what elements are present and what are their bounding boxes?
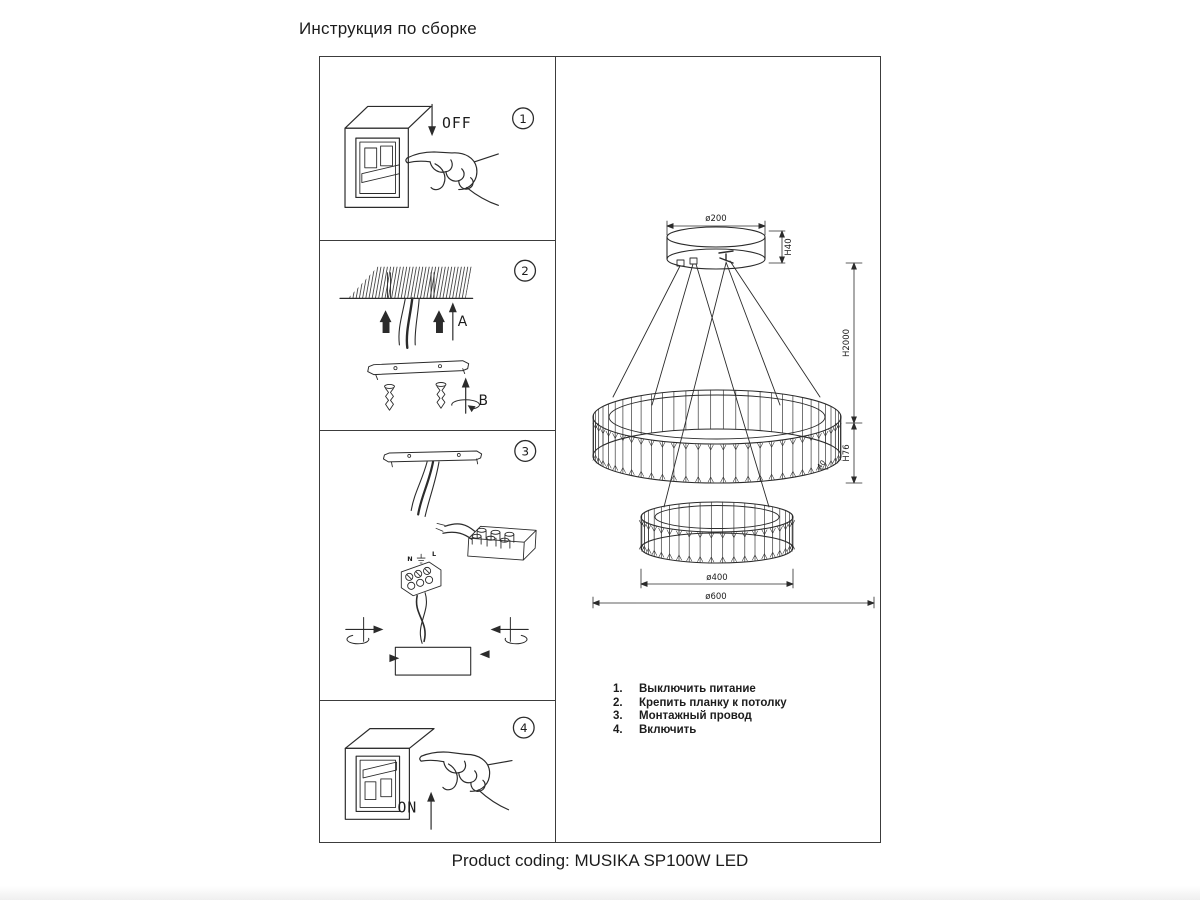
arrow-a-label: A: [457, 314, 468, 331]
svg-text:3: 3: [521, 444, 530, 459]
svg-text:1: 1: [519, 111, 527, 126]
down-arrow-icon: [428, 104, 436, 136]
step-number-badge: [515, 441, 536, 462]
product-coding: Product coding: MUSIKA SP100W LED: [451, 851, 749, 870]
breaker-box-icon: [345, 106, 431, 207]
on-label: ON: [397, 799, 418, 817]
step-number-badge: [513, 108, 534, 129]
suspension-cables: [613, 261, 820, 507]
steps-column: [320, 57, 556, 842]
bottom-shadow: [0, 886, 1200, 900]
rotation-arrow-icon: [346, 618, 400, 663]
dimension-ring-height: [842, 423, 862, 483]
assembly-step: [613, 724, 787, 738]
up-arrow-icon: [427, 792, 435, 829]
panel-step4: [320, 701, 555, 843]
off-label: OFF: [441, 115, 472, 133]
breaker-box-icon: [345, 729, 434, 820]
step4-drawing: [320, 701, 554, 841]
step-text: Включить: [639, 723, 697, 736]
svg-text:2: 2: [521, 264, 529, 279]
step-number-badge: [513, 717, 534, 738]
wall-anchor-icon: [380, 310, 445, 333]
step1-drawing: [320, 57, 554, 239]
ceiling-icon: [340, 267, 473, 299]
dimension-suspension-height: [842, 263, 862, 423]
canopy-icon: [395, 647, 470, 675]
rotation-arrow-icon: [452, 378, 480, 414]
assembly-step: [613, 710, 787, 724]
dimension-large-ring-diameter: [593, 592, 874, 608]
step-number-badge: [515, 260, 536, 281]
rotation-arrow-icon: [480, 618, 529, 659]
assembly-steps-list: [613, 683, 787, 737]
dimension-ring-depth: [816, 459, 828, 471]
terminal-block-icon: [436, 523, 536, 560]
earth-icon: [417, 554, 425, 563]
panel-step2: [320, 241, 555, 431]
step-number: 4.: [613, 723, 623, 736]
dimension-canopy-height: [769, 231, 794, 263]
panel-step1: [320, 57, 555, 241]
mounting-bracket-icon: [368, 361, 469, 380]
svg-text:H2000: H2000: [842, 328, 852, 358]
wires-icon: [417, 593, 427, 644]
step-number: 2.: [613, 696, 623, 709]
wire-terminal-icon: [401, 562, 441, 596]
up-arrow-icon: [449, 302, 457, 340]
svg-text:40: 40: [815, 458, 828, 471]
ceiling-plate: [667, 227, 765, 269]
step-text: Выключить питание: [639, 683, 756, 695]
dimension-canopy-diameter: [667, 214, 765, 235]
page-title: Инструкция по сборке: [299, 19, 477, 38]
step-number: 3.: [613, 710, 623, 722]
step-text: Крепить планку к потолку: [639, 696, 787, 709]
svg-text:ø600: ø600: [705, 592, 727, 602]
wires-icon: [411, 462, 439, 517]
svg-text:ø200: ø200: [705, 214, 727, 224]
step3-drawing: [320, 431, 554, 699]
step-number: 1.: [613, 683, 623, 695]
svg-text:ø400: ø400: [706, 573, 728, 583]
instruction-frame: [319, 56, 881, 843]
svg-text:H40: H40: [784, 238, 794, 256]
large-ring-drawing: [593, 390, 841, 483]
panel-step3: [320, 431, 555, 701]
dimension-small-ring-diameter: [641, 569, 793, 588]
wires-icon: [399, 298, 419, 347]
screw-icon: [385, 382, 446, 410]
step-text: Монтажный провод: [639, 710, 752, 722]
pointing-hand-icon: [406, 152, 498, 205]
svg-text:H76: H76: [842, 444, 852, 462]
terminal-l-label: L: [432, 550, 437, 559]
assembly-step: [613, 683, 787, 697]
terminal-screws: [472, 528, 514, 548]
step2-drawing: [320, 241, 554, 429]
assembly-step: [613, 697, 787, 711]
small-ring-drawing: [639, 502, 795, 563]
svg-text:4: 4: [519, 721, 528, 736]
terminal-n-label: N: [407, 555, 413, 564]
arrow-b-label: B: [478, 393, 489, 410]
